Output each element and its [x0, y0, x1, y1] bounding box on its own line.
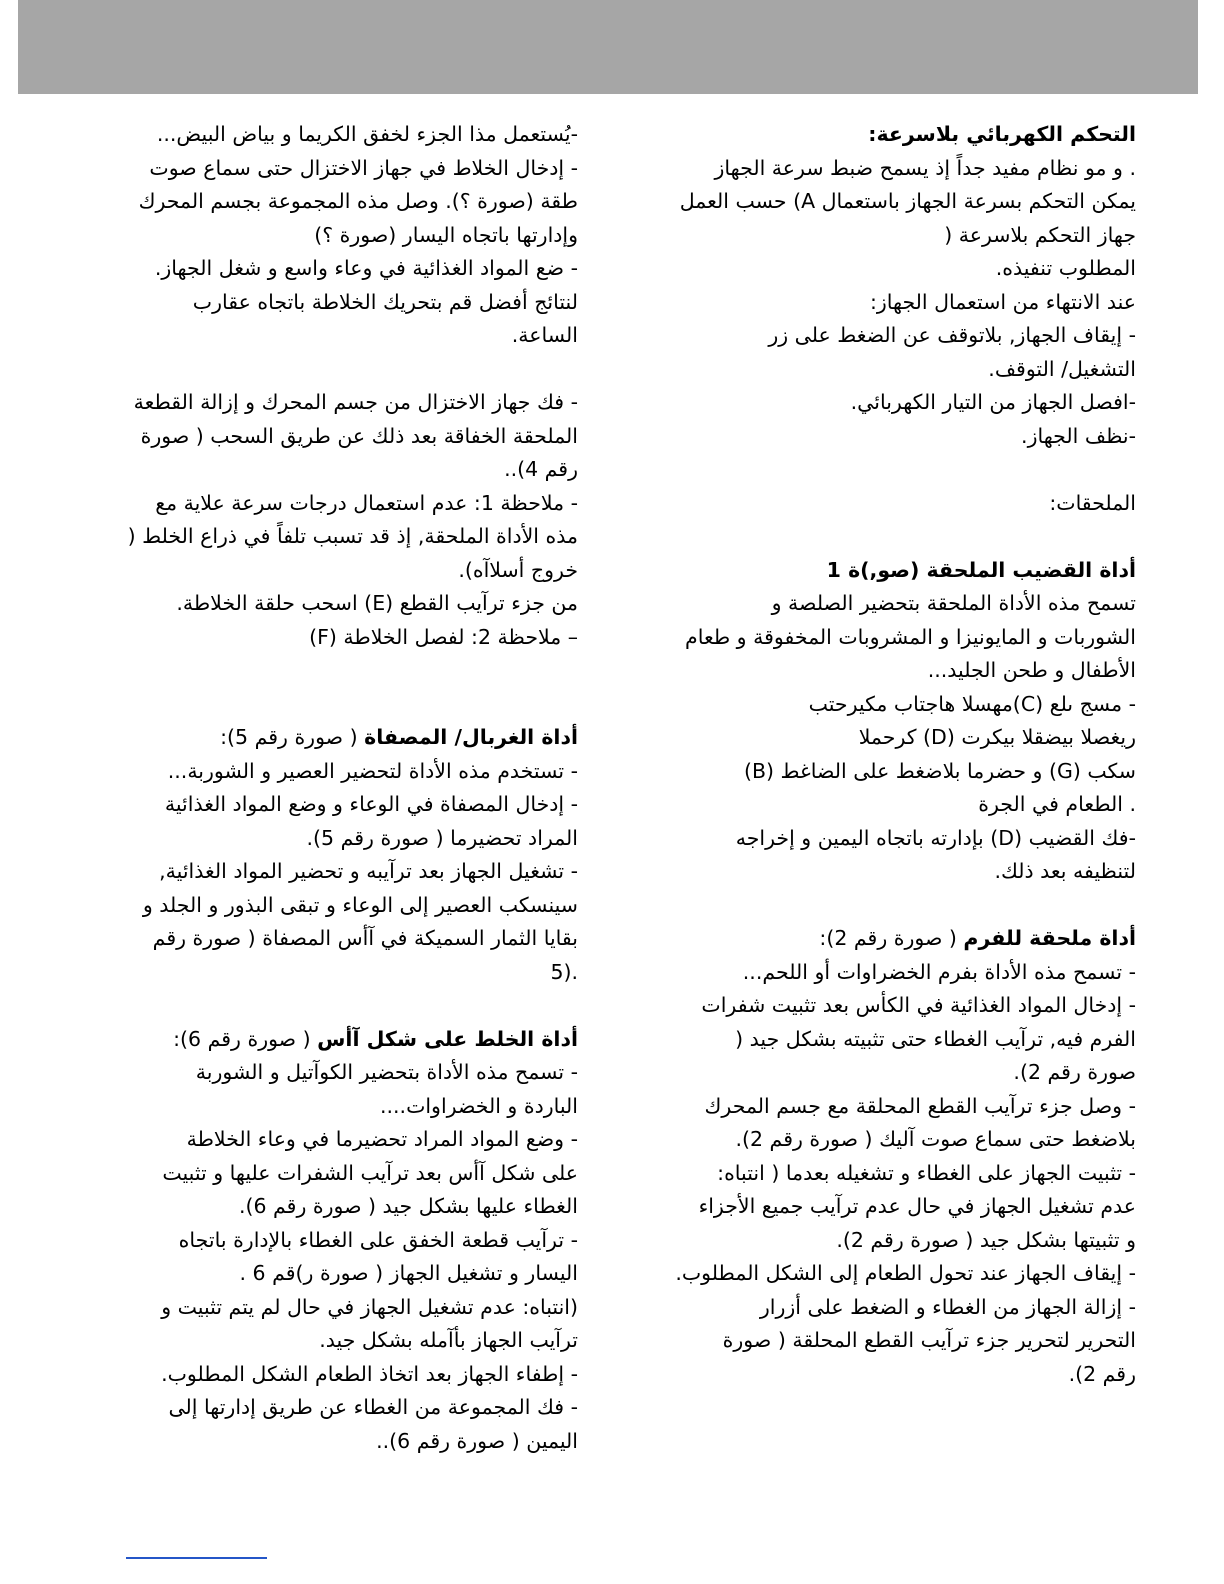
- heading-rest: ( صورة رقم 2):: [819, 926, 964, 950]
- blank-line: [72, 654, 578, 688]
- blank-line: [72, 989, 578, 1023]
- right-column: [626, 118, 1136, 1391]
- text-line: . الطعام في الجرة: [978, 792, 1136, 816]
- text-line: الأطفال و طحن الجليد...: [927, 658, 1136, 682]
- footer-rule: [126, 1557, 267, 1559]
- section-heading: التحكم الكهربائي بلاسرعة:: [868, 122, 1136, 146]
- text-line: - إيقاف الجهاز, بلاتوقف عن الضغط على زر: [768, 323, 1136, 347]
- text-line: لتنظيفه بعد ذلك.: [994, 859, 1136, 883]
- blank-line: [626, 520, 1136, 554]
- text-line: من جزء ترآيب القطع (E) اسحب حلقة الخلاطة.: [176, 591, 578, 615]
- text-line: ترآيب الجهاز بأآمله بشكل جيد.: [319, 1328, 578, 1352]
- text-line: التشغيل/ التوقف.: [988, 356, 1136, 381]
- heading-bold-part: أداة الغربال/ المصفاة: [364, 725, 578, 749]
- blank-line: [72, 688, 578, 722]
- text-line: مذه الأداة الملحقة, إذ قد تسبب تلفاً في ذراع الخلط (: [127, 524, 578, 548]
- text-line: - إزالة الجهاز من الغطاء و الضغط على أزرار: [759, 1294, 1136, 1319]
- text-line: - إدخال المصفاة في الوعاء و وضع المواد الغذائية: [164, 792, 578, 816]
- text-line: الغطاء عليها بشكل جيد ( صورة رقم 6).: [238, 1194, 578, 1218]
- blank-line: [626, 889, 1136, 923]
- text-line: عند الانتهاء من استعمال الجهاز:: [869, 289, 1136, 314]
- text-line: - تسمح مذه الأداة بتحضير الكوآتيل و الشوربة: [195, 1060, 578, 1084]
- text-line: . و مو نظام مفيد جداً إذ يسمح ضبط سرعة الجهاز: [714, 155, 1136, 180]
- text-line: وإدارتها باتجاه اليسار (صورة ؟): [314, 222, 578, 247]
- text-line: يمكن التحكم بسرعة الجهاز باستعمال A) حسب العمل: [679, 189, 1136, 213]
- text-line: - إطفاء الجهاز بعد اتخاذ الطعام الشكل المطلوب.: [161, 1361, 578, 1386]
- blank-line: [626, 453, 1136, 487]
- text-line: .(5: [550, 959, 578, 984]
- text-line: و تثبيتها بشكل جيد ( صورة رقم 2).: [836, 1227, 1136, 1252]
- text-line: - إدخال المواد الغذائية في الكأس بعد تثبيت شفرات: [701, 993, 1136, 1017]
- text-line: (انتباه: عدم تشغيل الجهاز في حال لم يتم تثبيت و: [161, 1294, 578, 1319]
- text-line: - ضع المواد الغذائية في وعاء واسع و شغل الجهاز.: [154, 256, 578, 280]
- text-line: طقة (صورة ؟). وصل مذه المجموعة بجسم المحرك: [138, 189, 578, 213]
- left-column: [72, 118, 578, 1458]
- text-line: الفرم فيه, ترآيب الغطاء حتى تثبيته بشكل جيد (: [735, 1026, 1136, 1051]
- heading-rest: ( صورة رقم 5):: [220, 725, 365, 749]
- text-line: الباردة و الخضراوات....: [380, 1093, 578, 1118]
- text-line: صورة رقم 2).: [1013, 1060, 1136, 1084]
- text-line: سينسكب العصير إلى الوعاء و تبقى البذور و الجلد و: [142, 892, 578, 917]
- text-line: الملحقة الخفاقة بعد ذلك عن طريق السحب ( صورة: [140, 423, 578, 448]
- text-line: سكب (G) و حضرما بلاضغط على الضاغط (B): [743, 758, 1136, 783]
- text-line: -فك القضيب (D) بإدارته باتجاه اليمين و إخراجه: [735, 825, 1136, 850]
- text-line: الشوربات و المايونيزا و المشروبات المخفوقة و طعام: [685, 624, 1136, 649]
- text-line: - تستخدم مذه الأداة لتحضير العصير و الشوربة...: [167, 758, 578, 783]
- text-line: عدم تشغيل الجهاز في حال عدم ترآيب جميع الأجزاء: [698, 1194, 1136, 1218]
- section-heading: أداة القضيب الملحقة (صو,)ة 1: [826, 557, 1136, 582]
- heading-bold-part: أداة الخلط على شكل آأس: [317, 1026, 578, 1051]
- text-line: -افصل الجهاز من التيار الكهربائي.: [850, 390, 1136, 414]
- text-line: - تثبيت الجهاز على الغطاء و تشغيله بعدما ( انتباه:: [717, 1160, 1136, 1185]
- text-line: - إدخال الخلاط في جهاز الاختزال حتى سماع صوت: [149, 155, 578, 180]
- text-line: - ملاحظة 1: عدم استعمال درجات سرعة علاية مع: [155, 490, 578, 515]
- text-line: رقم 4)..: [504, 457, 578, 481]
- text-line: لنتائج أفضل قم بتحريك الخلاطة باتجاه عقارب: [192, 289, 578, 314]
- text-line: - تشغيل الجهاز بعد ترآيبه و تحضير المواد الغذائية,: [159, 859, 578, 883]
- text-line: -يُستعمل مذا الجزء لخفق الكريما و بياض البيض...: [156, 122, 578, 146]
- text-line: المراد تحضيرما ( صورة رقم 5).: [306, 825, 578, 850]
- text-line: - ترآيب قطعة الخفق على الغطاء بالإدارة باتجاه: [178, 1227, 578, 1252]
- text-line: -نظف الجهاز.: [1021, 423, 1136, 448]
- text-line: – ملاحظة 2: لفصل الخلاطة (F): [309, 624, 578, 649]
- section-heading: [626, 922, 1136, 956]
- heading-rest: ( صورة رقم 6):: [173, 1026, 318, 1051]
- text-line: التحرير لتحرير جزء ترآيب القطع المحلقة ( صورة: [722, 1328, 1136, 1352]
- text-line: جهاز التحكم بلاسرعة (: [944, 222, 1136, 247]
- section-heading: [72, 1023, 578, 1057]
- header-bar: [18, 0, 1198, 94]
- text-line: على شكل آأس بعد ترآيب الشفرات عليها و تثبيت: [162, 1160, 578, 1185]
- heading-bold-part: أداة ملحقة للفرم: [963, 926, 1136, 950]
- text-line: تسمح مذه الأداة الملحقة بتحضير الصلصة و: [771, 591, 1136, 615]
- text-line: بلاضغط حتى سماع صوت آليك ( صورة رقم 2).: [735, 1127, 1136, 1151]
- text-line: اليمين ( صورة رقم 6)..: [376, 1428, 578, 1453]
- text-line: - تسمح مذه الأداة بفرم الخضراوات أو اللحم...: [742, 959, 1136, 984]
- text-line: اليسار و تشغيل الجهاز ( صورة ر)قم 6 .: [239, 1261, 578, 1285]
- text-line: الساعة.: [511, 323, 578, 347]
- text-line: بقايا الثمار السميكة في آأس المصفاة ( صورة رقم: [152, 926, 578, 950]
- section-heading: [72, 721, 578, 755]
- text-line: - فك المجموعة من الغطاء عن طريق إدارتها إلى: [168, 1395, 578, 1419]
- text-line: - مسج ىلع (C)مهسلا هاجتاب مكيرحتب: [808, 691, 1136, 716]
- text-line: ريغصلا بيضقلا بيكرت (D) كرحملا: [858, 725, 1136, 749]
- text-line: رقم 2).: [1068, 1361, 1136, 1386]
- text-line: خروج أسلاآه).: [458, 557, 578, 582]
- text-line: - وضع المواد المراد تحضيرما في وعاء الخلاطة: [186, 1127, 578, 1151]
- text-line: - فك جهاز الاختزال من جسم المحرك و إزالة القطعة: [133, 390, 578, 414]
- text-line: - إيقاف الجهاز عند تحول الطعام إلى الشكل المطلوب.: [675, 1261, 1136, 1285]
- text-line: - وصل جزء ترآيب القطع المحلقة مع جسم المحرك: [704, 1093, 1136, 1118]
- text-line: المطلوب تنفيذه.: [995, 256, 1136, 280]
- text-line: الملحقات:: [1049, 490, 1136, 515]
- blank-line: [72, 353, 578, 387]
